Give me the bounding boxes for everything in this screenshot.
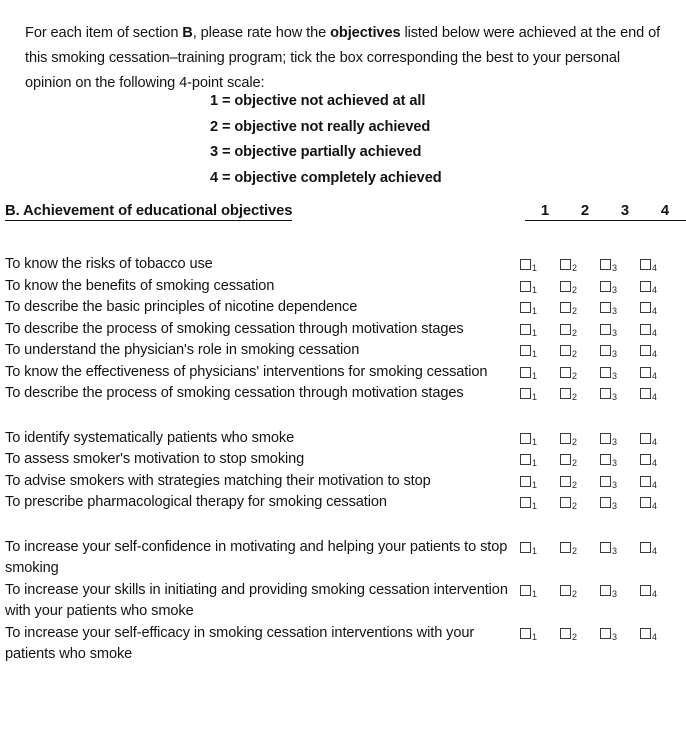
questionnaire-item-row (5, 383, 681, 405)
questionnaire-item-row (5, 362, 681, 384)
questionnaire-item-row (5, 297, 681, 319)
rating-option-3[interactable] (600, 451, 640, 468)
rating-option-4[interactable] (640, 321, 680, 338)
rating-checkbox-group (520, 494, 681, 511)
rating-option-2[interactable] (560, 256, 600, 273)
checkbox-icon[interactable] (560, 454, 571, 465)
checkbox-icon[interactable] (520, 367, 531, 378)
checkbox-icon[interactable] (600, 542, 611, 553)
rating-option-2[interactable] (560, 494, 600, 511)
rating-option-3[interactable] (600, 256, 640, 273)
questionnaire-item-row (5, 254, 681, 276)
checkbox-number-label: 3 (612, 458, 618, 468)
checkbox-icon[interactable] (600, 302, 611, 313)
checkbox-number-label: 1 (532, 349, 538, 359)
item-group (5, 254, 681, 405)
checkbox-icon[interactable] (600, 497, 611, 508)
rating-option-4[interactable] (640, 473, 680, 490)
questionnaire-item-row (5, 492, 681, 514)
column-header-3: 3 (620, 203, 630, 219)
rating-option-4[interactable] (640, 278, 680, 295)
item-label: To know the risks of tobacco use (5, 256, 213, 272)
item-label: To know the effectiveness of physicians' interventions for smoking cessation (5, 363, 488, 380)
checkbox-icon[interactable] (600, 433, 611, 444)
checkbox-number-label: 1 (532, 588, 538, 599)
rating-option-2[interactable] (560, 278, 600, 295)
checkbox-icon[interactable] (520, 345, 531, 356)
questionnaire-item-row (5, 623, 681, 666)
checkbox-icon[interactable] (520, 388, 531, 399)
column-header-1: 1 (540, 203, 550, 219)
checkbox-icon[interactable] (640, 259, 651, 270)
checkbox-number-label: 4 (652, 501, 658, 511)
checkbox-number-label: 2 (572, 392, 578, 402)
checkbox-icon[interactable] (560, 628, 571, 639)
rating-option-1[interactable] (520, 256, 560, 273)
checkbox-number-label: 1 (532, 392, 538, 402)
checkbox-icon[interactable] (640, 324, 651, 335)
rating-checkbox-group (520, 256, 681, 273)
rating-option-4[interactable] (640, 625, 680, 642)
checkbox-number-label: 3 (612, 263, 618, 273)
questionnaire-item-row (5, 449, 681, 471)
rating-option-2[interactable] (560, 342, 600, 359)
rating-option-3[interactable] (600, 430, 640, 447)
rating-option-1[interactable] (520, 385, 560, 402)
column-headers (525, 203, 686, 221)
rating-option-2[interactable] (560, 385, 600, 402)
checkbox-number-label: 2 (572, 263, 578, 273)
rating-checkbox-group (520, 364, 681, 381)
checkbox-icon[interactable] (640, 476, 651, 487)
rating-option-1[interactable] (520, 321, 560, 338)
checkbox-number-label: 1 (532, 501, 538, 511)
checkbox-icon[interactable] (640, 345, 651, 356)
questionnaire-items (5, 254, 681, 666)
checkbox-number-label: 2 (572, 327, 578, 338)
rating-option-3[interactable] (600, 321, 640, 338)
checkbox-number-label: 2 (572, 631, 578, 642)
rating-option-4[interactable] (640, 451, 680, 468)
checkbox-icon[interactable] (560, 497, 571, 508)
checkbox-icon[interactable] (560, 542, 571, 553)
checkbox-number-label: 4 (652, 306, 658, 316)
rating-checkbox-group (520, 430, 681, 447)
checkbox-icon[interactable] (640, 433, 651, 444)
checkbox-icon[interactable] (600, 585, 611, 596)
rating-option-4[interactable] (640, 539, 680, 556)
checkbox-number-label: 3 (612, 501, 618, 511)
rating-checkbox-group (520, 582, 681, 599)
rating-option-4[interactable] (640, 582, 680, 599)
checkbox-icon[interactable] (640, 585, 651, 596)
checkbox-icon[interactable] (520, 281, 531, 292)
rating-option-1[interactable] (520, 364, 560, 381)
checkbox-number-label: 4 (652, 349, 658, 359)
scale-legend-item: 1 = objective not achieved at all (210, 93, 426, 109)
rating-option-1[interactable] (520, 473, 560, 490)
rating-checkbox-group (520, 625, 681, 642)
rating-option-4[interactable] (640, 364, 680, 381)
rating-option-3[interactable] (600, 539, 640, 556)
item-label: To prescribe pharmacological therapy for smoking cessation (5, 494, 387, 510)
item-label: To know the benefits of smoking cessation (5, 277, 275, 294)
rating-checkbox-group (520, 385, 681, 402)
checkbox-number-label: 3 (612, 436, 618, 447)
checkbox-icon[interactable] (600, 476, 611, 487)
rating-option-4[interactable] (640, 299, 680, 316)
rating-scale-legend (210, 89, 442, 191)
instructions-paragraph (25, 21, 665, 96)
rating-option-3[interactable] (600, 299, 640, 316)
checkbox-icon[interactable] (520, 454, 531, 465)
checkbox-icon[interactable] (520, 476, 531, 487)
checkbox-icon[interactable] (600, 281, 611, 292)
checkbox-number-label: 1 (532, 263, 538, 273)
checkbox-icon[interactable] (640, 302, 651, 313)
checkbox-icon[interactable] (560, 259, 571, 270)
checkbox-number-label: 2 (572, 284, 578, 295)
checkbox-icon[interactable] (640, 367, 651, 378)
rating-option-3[interactable] (600, 342, 640, 359)
rating-option-4[interactable] (640, 256, 680, 273)
scale-legend-item: 2 = objective not really achieved (210, 118, 431, 135)
checkbox-number-label: 1 (532, 306, 538, 316)
checkbox-number-label: 3 (612, 306, 618, 316)
checkbox-number-label: 1 (532, 370, 538, 381)
rating-option-3[interactable] (600, 473, 640, 490)
checkbox-number-label: 3 (612, 392, 618, 402)
checkbox-icon[interactable] (600, 324, 611, 335)
checkbox-number-label: 4 (652, 631, 658, 642)
checkbox-icon[interactable] (520, 628, 531, 639)
checkbox-number-label: 4 (652, 479, 658, 490)
checkbox-icon[interactable] (560, 585, 571, 596)
rating-option-1[interactable] (520, 278, 560, 295)
rating-option-2[interactable] (560, 473, 600, 490)
checkbox-icon[interactable] (600, 345, 611, 356)
item-label: To understand the physician's role in smoking cessation (5, 342, 360, 358)
intro-objectives-word: objectives (330, 24, 401, 41)
checkbox-number-label: 4 (652, 327, 658, 338)
checkbox-icon[interactable] (560, 281, 571, 292)
checkbox-icon[interactable] (520, 324, 531, 335)
checkbox-icon[interactable] (520, 302, 531, 313)
intro-section-letter: B (182, 24, 193, 41)
checkbox-number-label: 2 (572, 545, 578, 556)
rating-checkbox-group (520, 451, 681, 468)
scale-legend-item: 4 = objective completely achieved (210, 169, 442, 186)
item-label: To advise smokers with strategies matching their motivation to stop (5, 472, 431, 489)
rating-option-1[interactable] (520, 430, 560, 447)
checkbox-icon[interactable] (600, 259, 611, 270)
checkbox-icon[interactable] (640, 281, 651, 292)
rating-option-4[interactable] (640, 430, 680, 447)
checkbox-number-label: 1 (532, 545, 538, 556)
checkbox-number-label: 2 (572, 306, 578, 316)
item-label: To increase your skills in initiating and providing smoking cessation intervention with your patients who smoke (5, 581, 508, 619)
questionnaire-item-row (5, 471, 681, 493)
rating-option-3[interactable] (600, 625, 640, 642)
checkbox-icon[interactable] (560, 345, 571, 356)
checkbox-number-label: 3 (612, 370, 618, 381)
checkbox-number-label: 1 (532, 327, 538, 338)
checkbox-number-label: 1 (532, 436, 538, 447)
checkbox-number-label: 2 (572, 370, 578, 381)
rating-checkbox-group (520, 321, 681, 338)
rating-checkbox-group (520, 299, 681, 316)
item-label: To assess smoker's motivation to stop smoking (5, 451, 305, 467)
questionnaire-item-row (5, 276, 681, 298)
section-header-row (5, 203, 681, 227)
questionnaire-item-row (5, 580, 681, 623)
checkbox-number-label: 4 (652, 436, 658, 447)
rating-checkbox-group (520, 278, 681, 295)
checkbox-number-label: 4 (652, 370, 658, 381)
checkbox-icon[interactable] (520, 497, 531, 508)
section-title: B. Achievement of educational objectives (5, 203, 293, 219)
rating-option-3[interactable] (600, 385, 640, 402)
checkbox-icon[interactable] (560, 367, 571, 378)
checkbox-icon[interactable] (520, 542, 531, 553)
rating-option-3[interactable] (600, 278, 640, 295)
rating-option-2[interactable] (560, 539, 600, 556)
checkbox-icon[interactable] (600, 367, 611, 378)
checkbox-number-label: 3 (612, 588, 618, 599)
questionnaire-item-row (5, 428, 681, 450)
checkbox-icon[interactable] (560, 324, 571, 335)
checkbox-icon[interactable] (640, 628, 651, 639)
questionnaire-item-row (5, 537, 681, 580)
checkbox-number-label: 2 (572, 458, 578, 468)
rating-option-4[interactable] (640, 385, 680, 402)
checkbox-number-label: 3 (612, 284, 618, 295)
checkbox-icon[interactable] (520, 585, 531, 596)
checkbox-number-label: 4 (652, 458, 658, 468)
checkbox-number-label: 2 (572, 436, 578, 447)
rating-checkbox-group (520, 342, 681, 359)
column-header-4: 4 (660, 203, 670, 219)
checkbox-number-label: 2 (572, 588, 578, 599)
item-group (5, 537, 681, 666)
rating-option-3[interactable] (600, 364, 640, 381)
checkbox-number-label: 1 (532, 631, 538, 642)
intro-text-before: For each item of section (25, 24, 183, 41)
rating-option-1[interactable] (520, 494, 560, 511)
checkbox-icon[interactable] (560, 302, 571, 313)
rating-checkbox-group (520, 473, 681, 490)
intro-text-middle: , please rate how the (192, 24, 331, 41)
questionnaire-item-row (5, 319, 681, 341)
rating-option-1[interactable] (520, 342, 560, 359)
checkbox-number-label: 2 (572, 501, 578, 511)
item-label: To increase your self-efficacy in smoking cessation interventions with your patients who smoke (5, 624, 475, 662)
checkbox-icon[interactable] (560, 388, 571, 399)
rating-option-2[interactable] (560, 299, 600, 316)
checkbox-icon[interactable] (640, 388, 651, 399)
checkbox-icon[interactable] (640, 497, 651, 508)
checkbox-number-label: 3 (612, 349, 618, 359)
checkbox-icon[interactable] (640, 454, 651, 465)
column-header-2: 2 (580, 203, 590, 219)
rating-option-1[interactable] (520, 539, 560, 556)
rating-option-2[interactable] (560, 625, 600, 642)
item-label: To identify systematically patients who smoke (5, 429, 295, 446)
checkbox-icon[interactable] (560, 476, 571, 487)
checkbox-number-label: 3 (612, 327, 618, 338)
checkbox-icon[interactable] (600, 388, 611, 399)
item-label: To increase your self-confidence in motivating and helping your patients to stop smoking (5, 538, 508, 576)
intro-text-after: listed below were achieved at the end of this smoking cessation–training program; tick the box corresponding the best to your personal opinion on the following 4-point scale: (25, 24, 661, 91)
item-label: To describe the basic principles of nicotine dependence (5, 299, 358, 315)
rating-checkbox-group (520, 539, 681, 556)
item-label: To describe the process of smoking cessation through motivation stages (5, 385, 464, 401)
checkbox-number-label: 4 (652, 263, 658, 273)
rating-option-4[interactable] (640, 494, 680, 511)
rating-option-1[interactable] (520, 299, 560, 316)
rating-option-3[interactable] (600, 494, 640, 511)
checkbox-icon[interactable] (560, 433, 571, 444)
checkbox-number-label: 2 (572, 479, 578, 490)
scale-legend-item: 3 = objective partially achieved (210, 144, 422, 160)
rating-option-2[interactable] (560, 582, 600, 599)
checkbox-number-label: 1 (532, 284, 538, 295)
rating-option-4[interactable] (640, 342, 680, 359)
rating-option-2[interactable] (560, 430, 600, 447)
rating-option-2[interactable] (560, 321, 600, 338)
rating-option-3[interactable] (600, 582, 640, 599)
checkbox-icon[interactable] (520, 433, 531, 444)
item-group (5, 428, 681, 514)
rating-option-1[interactable] (520, 451, 560, 468)
checkbox-number-label: 3 (612, 479, 618, 490)
checkbox-icon[interactable] (640, 542, 651, 553)
checkbox-number-label: 1 (532, 458, 538, 468)
checkbox-number-label: 3 (612, 545, 618, 556)
checkbox-number-label: 4 (652, 545, 658, 556)
item-label: To describe the process of smoking cessation through motivation stages (5, 320, 464, 337)
checkbox-icon[interactable] (520, 259, 531, 270)
checkbox-icon[interactable] (600, 454, 611, 465)
checkbox-number-label: 1 (532, 479, 538, 490)
rating-option-2[interactable] (560, 364, 600, 381)
checkbox-number-label: 4 (652, 392, 658, 402)
questionnaire-item-row (5, 340, 681, 362)
rating-option-2[interactable] (560, 451, 600, 468)
checkbox-icon[interactable] (600, 628, 611, 639)
rating-option-1[interactable] (520, 582, 560, 599)
checkbox-number-label: 4 (652, 588, 658, 599)
checkbox-number-label: 2 (572, 349, 578, 359)
checkbox-number-label: 4 (652, 284, 658, 295)
rating-option-1[interactable] (520, 625, 560, 642)
checkbox-number-label: 3 (612, 631, 618, 642)
